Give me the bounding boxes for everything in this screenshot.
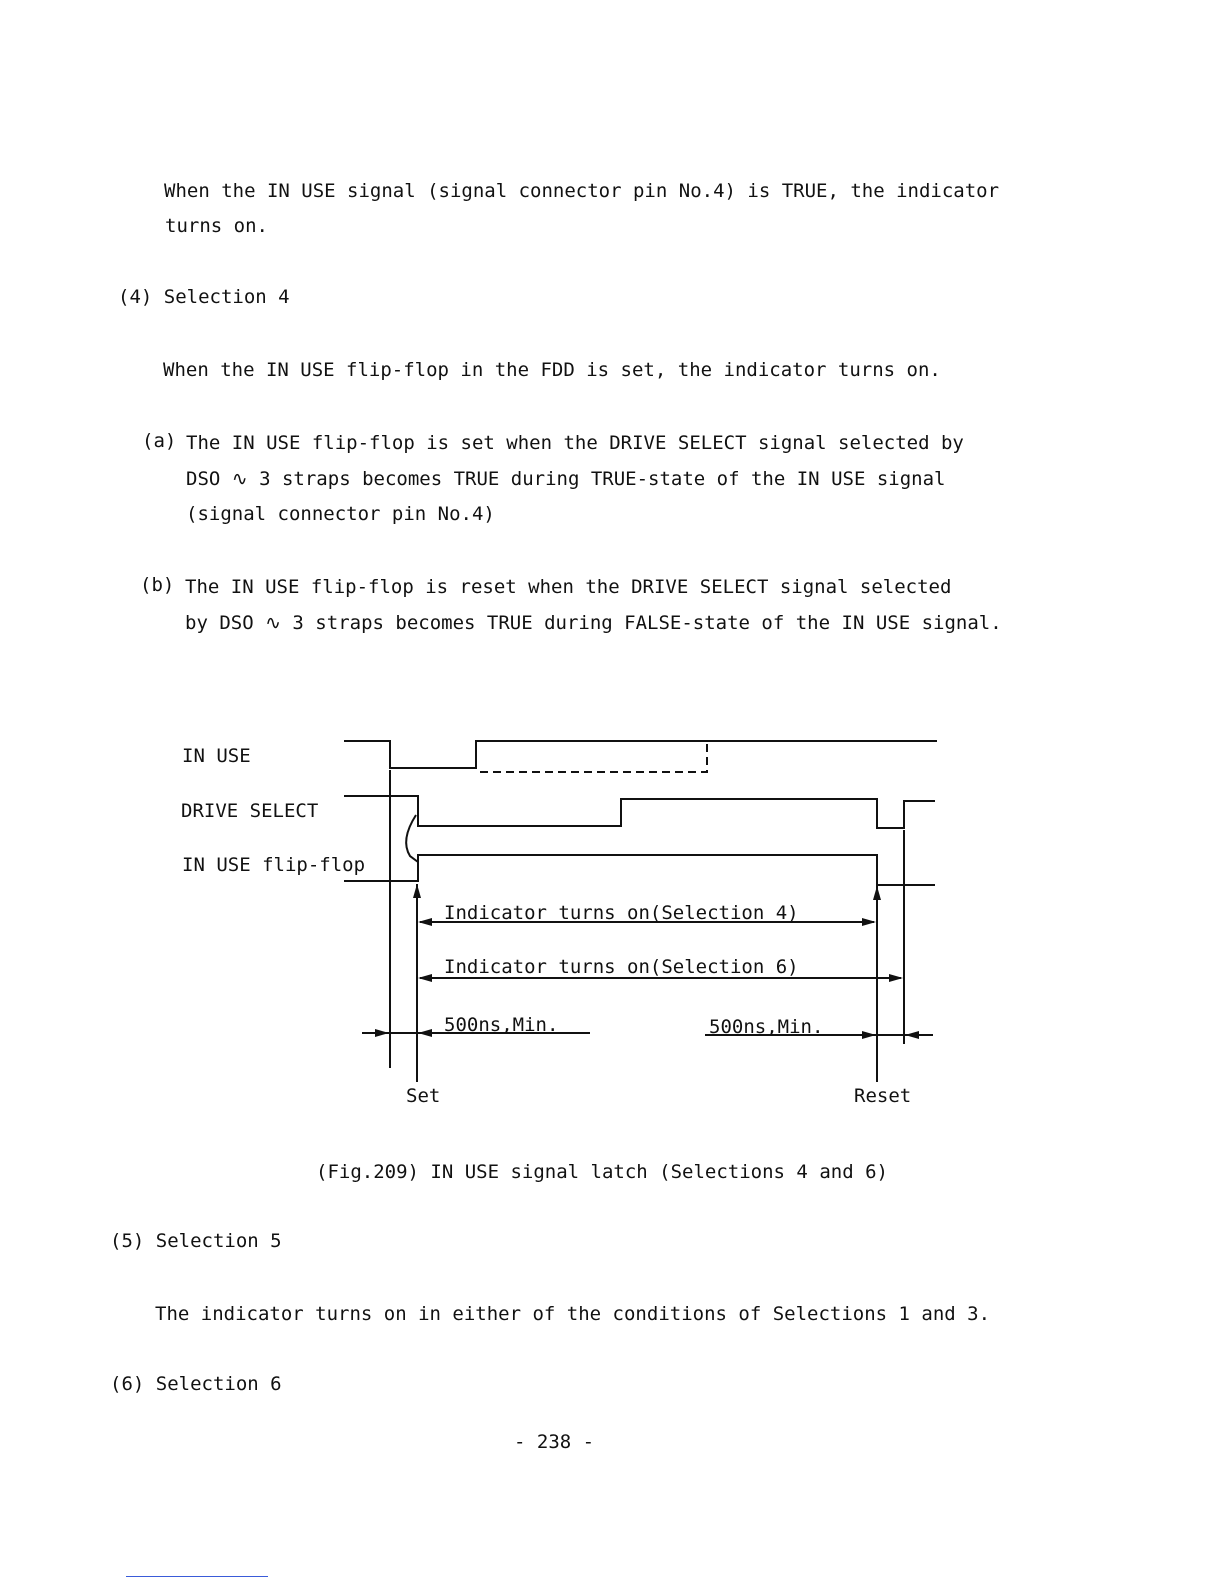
figure-caption: (Fig.209) IN USE signal latch (Selections 4 and 6) <box>316 1161 888 1183</box>
signal-label-drive-select: DRIVE SELECT <box>181 800 319 822</box>
in-use-waveform <box>344 741 937 768</box>
selection-4-body: When the IN USE flip-flop in the FDD is set, the indicator turns on. <box>163 359 941 381</box>
causality-curve <box>406 815 418 862</box>
span-label-selection-6: Indicator turns on(Selection 6) <box>444 956 799 978</box>
selection-5-heading: (5) Selection 5 <box>110 1230 282 1252</box>
item-b-line2: by DSO ∿ 3 straps becomes TRUE during FALSE-state of the IN USE signal. <box>185 612 1002 634</box>
set-label: Set <box>406 1085 441 1107</box>
item-a-line2: DSO ∿ 3 straps becomes TRUE during TRUE-state of the IN USE signal <box>186 468 946 490</box>
in-use-paragraph-line1: When the IN USE signal (signal connector pin No.4) is TRUE, the indicator <box>164 180 1000 202</box>
arrowhead-sel4-right <box>862 918 876 926</box>
signal-label-in-use-flip-flop: IN USE flip-flop <box>182 854 366 876</box>
item-a-line3: (signal connector pin No.4) <box>186 503 495 525</box>
selection-4-heading: (4) Selection 4 <box>118 286 290 308</box>
selection-6-heading: (6) Selection 6 <box>110 1373 282 1395</box>
item-a-line1: The IN USE flip-flop is set when the DRIVE SELECT signal selected by <box>186 432 964 454</box>
arrowhead-min-left-b <box>418 1029 432 1037</box>
in-use-dashed-alternative <box>476 741 707 772</box>
signal-label-in-use: IN USE <box>182 745 251 767</box>
arrowhead-set-up <box>413 884 421 898</box>
span-label-selection-4: Indicator turns on(Selection 4) <box>444 902 799 924</box>
item-a-marker: (a) <box>142 430 177 452</box>
arrowhead-min-right-b <box>905 1031 919 1039</box>
min-time-right-label: 500ns,Min. <box>709 1016 824 1038</box>
footer-rule <box>126 1576 268 1577</box>
in-use-flip-flop-waveform <box>344 855 935 885</box>
arrowhead-sel6-left <box>418 974 432 982</box>
arrowhead-min-right-a <box>862 1031 876 1039</box>
page-number: - 238 - <box>514 1431 595 1453</box>
reset-label: Reset <box>854 1085 912 1107</box>
arrowhead-sel6-right <box>889 974 903 982</box>
in-use-paragraph-line2: turns on. <box>165 215 268 237</box>
min-time-left-label: 500ns,Min. <box>444 1014 559 1036</box>
item-b-line1: The IN USE flip-flop is reset when the DRIVE SELECT signal selected <box>185 576 952 598</box>
item-b-marker: (b) <box>140 574 175 596</box>
drive-select-waveform <box>344 796 935 828</box>
arrowhead-sel4-left <box>418 918 432 926</box>
selection-5-body: The indicator turns on in either of the conditions of Selections 1 and 3. <box>155 1303 991 1325</box>
arrowhead-min-left-a <box>375 1029 389 1037</box>
arrowhead-reset-up <box>873 886 881 900</box>
